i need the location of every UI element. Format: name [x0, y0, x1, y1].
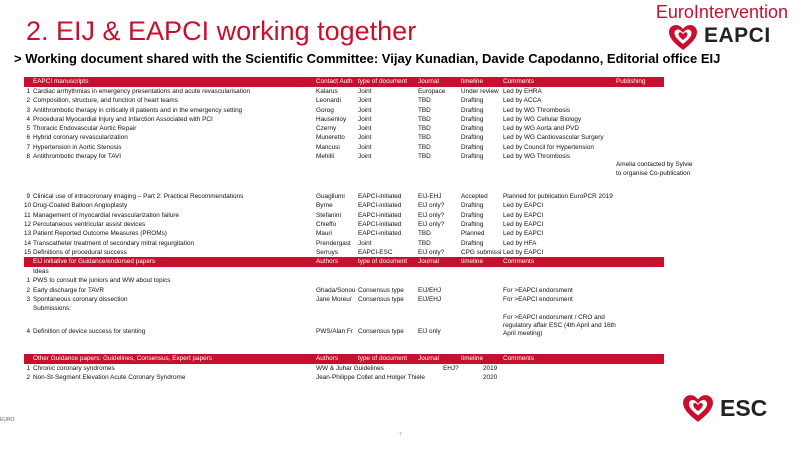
cell-type: EAPCI-initiated [358, 230, 402, 238]
cell-title: Hypertension in Aortic Stenosis [33, 143, 122, 151]
cell-journal: Journal [418, 354, 439, 362]
cell-type: Consensus type [358, 296, 404, 304]
cell-journal: TBD [418, 106, 431, 114]
table-row [24, 115, 664, 124]
cell-authors: Leonardi [316, 97, 341, 105]
cell-num: 2 [26, 373, 30, 381]
cell-timeline: CPG submissi [461, 248, 502, 256]
cell-title: Definition of device success for stenting [33, 327, 146, 335]
cell-num: 12 [24, 220, 32, 228]
cell-type: Joint [358, 125, 372, 133]
cell-num: 6 [26, 134, 30, 142]
cell-authors: PWS/Alan Fr [316, 327, 353, 335]
cell-num: 3 [26, 296, 30, 304]
cell-type: type of document [358, 258, 408, 266]
cell-title: Hybrid coronary revascularization [33, 134, 128, 142]
cell-title: Procedural Myocardial Injury and Infarction Associated with PCI [33, 115, 213, 123]
table-row [24, 276, 664, 285]
cell-journal: TBD [418, 143, 431, 151]
eapci-wordmark: EAPCI [704, 24, 771, 47]
cell-type: Joint [358, 88, 372, 95]
cell-journal: TBD [418, 115, 431, 123]
cell-type: Joint [358, 115, 372, 123]
ideas-label-text: Ideas [33, 268, 49, 276]
cell-num: 4 [26, 115, 30, 123]
table-row [24, 133, 664, 142]
cell-timeline: Under review [461, 88, 499, 95]
cell-authors: Mauri [316, 230, 332, 238]
cell-journal: TBD [418, 125, 431, 133]
eapci-heart-icon [668, 24, 698, 51]
cell-comments: Led by WG Thrombosis [503, 106, 571, 114]
cell-authors: Ghada/Sonou [316, 286, 356, 294]
page-number: 7 [399, 432, 402, 438]
cell-comments: Led by EAPCI [503, 202, 544, 210]
slide-title: 2. EIJ & EAPCI working together [26, 16, 417, 46]
cell-journal: TBD [418, 239, 431, 247]
cell-type: Joint [358, 97, 372, 105]
cell-publishing: Amelia contacted by Sylvie to organise Co-publication [616, 161, 693, 177]
cell-title: Cardiac arrhythmias in emergency presentations and acute revascularisation [33, 88, 251, 95]
cell-authors: Kalarus [316, 88, 338, 95]
cell-title: Chronic coronary syndromes [33, 364, 115, 372]
cell-authors: Hausenloy [316, 115, 347, 123]
table-row [24, 87, 664, 96]
cell-num: 4 [26, 327, 30, 335]
cell-title: PWS to consult the juniors and WW about topics [33, 277, 171, 285]
cell-journal: EIJ/EHJ [418, 286, 442, 294]
table-row [24, 364, 664, 373]
cell-authors: Chieffo [316, 220, 337, 228]
cell-type: type of document [358, 78, 408, 85]
cell-journal: EIJ only? [418, 220, 445, 228]
cell-num: 14 [24, 239, 32, 247]
cell-num: 1 [26, 277, 30, 285]
cell-journal: TBD [418, 97, 431, 105]
cell-timeline: 2019 [483, 364, 498, 372]
cell-authors: Jean-Philippe Collet and Holger Thiele [316, 373, 425, 381]
cell-comments: Comments [503, 258, 534, 266]
cell-timeline: Drafting [461, 153, 484, 161]
cell-title: Management of myocardial revascularization failure [33, 211, 179, 219]
cell-comments: Planned for publication EuroPCR 2019 [503, 193, 613, 201]
cell-timeline: Drafting [461, 106, 484, 114]
cell-type: Joint [358, 239, 372, 247]
cell-comments: Led by EHRA [503, 88, 542, 95]
cell-authors: Stefanini [316, 211, 341, 219]
cell-title: Clinical use of intracoronary imaging – Part 2: Practical Recommendations [33, 193, 244, 201]
cell-num: 8 [26, 153, 30, 161]
cell-comments: Led by WG Cellular Biology [503, 115, 582, 123]
section3-header [24, 354, 664, 364]
cell-comments: For >EAPCI endorsment / CRO and regulatory affair ESC (4th April and 16th April meeting) [503, 313, 616, 338]
esc-logo [682, 390, 772, 428]
cell-comments: Led by EAPCI [503, 211, 544, 219]
table-row [24, 286, 664, 295]
cell-journal: EIJ only [418, 327, 441, 335]
cell-journal: Europace [418, 88, 446, 95]
cell-num: 11 [24, 211, 31, 219]
cell-comments: Led by HFA [503, 239, 537, 247]
cell-timeline: Drafting [461, 134, 484, 142]
cell-title: Non-St-Segment Elevation Acute Coronary Syndrome [33, 373, 186, 381]
cell-timeline: Planned [461, 230, 485, 238]
cell-authors: Authors [316, 354, 339, 362]
cell-authors: Gorog [316, 106, 334, 114]
section1-header [24, 77, 664, 87]
footer-label: EURO [0, 417, 15, 423]
manuscripts-table [24, 77, 693, 382]
cell-comments: Led by EAPCI [503, 220, 544, 228]
cell-num: 1 [26, 364, 30, 372]
submissions-label [24, 304, 664, 313]
cell-authors: Guagliumi [316, 193, 345, 201]
cell-title: Antithrombotic therapy for TAVI [33, 153, 122, 161]
cell-comments: For >EAPCI endorsment [503, 286, 573, 294]
cell-title: Definitions of procedural success [33, 248, 127, 256]
cell-title: Patient Reported Outcome Measures (PROMs) [33, 230, 167, 238]
cell-num: 5 [26, 125, 30, 133]
table-row [24, 152, 664, 161]
cell-journal: EHJ? [443, 364, 459, 372]
cell-journal: Journal [418, 258, 439, 266]
cell-title: Antithrombotic therapy in critically ill patients and in the emergency setting [33, 106, 243, 114]
eurointervention-eapci-logo [642, 2, 792, 52]
cell-timeline: Drafting [461, 202, 484, 210]
cell-authors: WW & Juhar Guidelines [316, 364, 384, 372]
table-row [24, 248, 664, 257]
cell-type: EAPCI-initiated [358, 211, 402, 219]
cell-timeline: timeline [461, 78, 484, 85]
cell-authors: Authors [316, 258, 339, 266]
table-row [24, 161, 693, 201]
table-row [24, 201, 664, 210]
cell-journal: EIJ only? [418, 248, 445, 256]
cell-timeline: Drafting [461, 211, 484, 219]
cell-title: Composition, structure, and function of heart teams [33, 97, 178, 105]
cell-journal: EIJ/EHJ [418, 296, 442, 304]
cell-type: Joint [358, 134, 372, 142]
cell-comments: Led by EAPCI [503, 230, 544, 238]
cell-timeline: Drafting [461, 125, 484, 133]
cell-title: Thoracic Endovascular Aortic Repair [33, 125, 137, 133]
cell-num: 15 [24, 248, 32, 256]
eurointervention-wordmark: EuroIntervention [655, 2, 788, 22]
table-row [24, 239, 664, 248]
cell-num: 9 [26, 193, 30, 201]
cell-comments: Led by WG Aorta and PVD [503, 125, 580, 133]
cell-timeline: Drafting [461, 115, 484, 123]
cell-type: EAPCI-initiated [358, 220, 402, 228]
esc-wordmark: ESC [720, 395, 768, 421]
cell-type: Joint [358, 106, 372, 114]
cell-num: 2 [26, 286, 30, 294]
cell-title: Percutaneous ventricular assist devices [33, 220, 146, 228]
cell-authors: Czerny [316, 125, 337, 133]
cell-type: Joint [358, 143, 372, 151]
cell-timeline: Drafting [461, 97, 484, 105]
table-row [24, 295, 664, 304]
cell-comments: Led by EAPCI [503, 248, 544, 256]
table-row [24, 211, 664, 220]
cell-timeline: Drafting [461, 143, 484, 151]
cell-title: Other Guidance papers: Guidelines, Consensus, Expert papers [33, 354, 213, 362]
cell-num: 3 [26, 106, 30, 114]
cell-comments: Comments [503, 78, 534, 85]
cell-type: EAPCI-ESC [358, 248, 393, 256]
cell-authors: Mancusi [316, 143, 340, 151]
cell-comments: Led by WG Cardiovascular Surgery [503, 134, 604, 142]
cell-title: Spontaneous coronary dissection [33, 296, 128, 304]
section2-header [24, 257, 664, 267]
submissions-label-text: Submissions: [33, 305, 72, 313]
cell-comments: Comments [503, 354, 534, 362]
cell-title: Drug-Coated Balloon Angioplasty [33, 202, 128, 210]
cell-authors: Prendergast [316, 239, 351, 247]
table-row [24, 220, 664, 229]
cell-authors: Contact Auth [316, 78, 353, 85]
cell-num: 1 [26, 88, 30, 95]
cell-type: Consensus type [358, 286, 404, 294]
cell-title: EAPCI manuscripts [33, 78, 89, 85]
cell-num: 2 [26, 97, 30, 105]
cell-timeline: timeline [461, 258, 484, 266]
cell-authors: Byrne [316, 202, 333, 210]
cell-journal: TBD [418, 153, 431, 161]
table-row [24, 124, 664, 133]
cell-authors: Mehilli [316, 153, 335, 161]
cell-journal: TBD [418, 230, 431, 238]
cell-publishing: Publishing [616, 78, 646, 85]
cell-num: 7 [26, 143, 30, 151]
cell-journal: TBD [418, 134, 431, 142]
cell-authors: Jane Moreu/ [316, 296, 352, 304]
cell-type: EAPCI-initiated [358, 202, 402, 210]
cell-type: EAPCI-initiated [358, 193, 402, 201]
cell-authors: Muneretto [316, 134, 345, 142]
table-row [24, 229, 664, 238]
cell-type: type of document [358, 354, 408, 362]
cell-comments: For >EAPCI endorsment [503, 296, 573, 304]
cell-timeline: Drafting [461, 220, 484, 228]
table-row [24, 143, 664, 152]
cell-title: Transcatheter treatment of secondary mitral regurgitation [33, 239, 195, 247]
esc-heart-icon [682, 394, 714, 423]
cell-journal: EIJ only? [418, 202, 445, 210]
cell-comments: Led by Council for Hypertension [503, 143, 594, 151]
cell-num: 10 [24, 202, 32, 210]
cell-journal: EIJ only? [418, 211, 445, 219]
cell-type: Consensus type [358, 327, 404, 335]
table-row [24, 314, 664, 354]
cell-timeline: timeline [461, 354, 484, 362]
cell-title: EIJ initiative for Guidance/endorsed papers [33, 258, 156, 266]
table-row [24, 96, 664, 105]
cell-timeline: 2020 [483, 373, 498, 381]
cell-type: Joint [358, 153, 372, 161]
cell-comments: Led by ACCA [503, 97, 542, 105]
cell-num: 13 [24, 230, 32, 238]
table-row [24, 106, 664, 115]
ideas-label [24, 267, 664, 276]
cell-journal: Journal [418, 78, 439, 85]
cell-comments: Led by WG Thrombosis [503, 153, 571, 161]
cell-journal: EIJ-EHJ [418, 193, 442, 201]
table-row [24, 373, 664, 382]
cell-timeline: Drafting [461, 239, 484, 247]
cell-authors: Serruys [316, 248, 339, 256]
cell-timeline: Accepted [461, 193, 488, 201]
cell-title: Early discharge for TAVR [33, 286, 105, 294]
slide-subtitle: > Working document shared with the Scientific Committee: Vijay Kunadian, Davide Capodanno, Editorial office EIJ [14, 51, 721, 66]
